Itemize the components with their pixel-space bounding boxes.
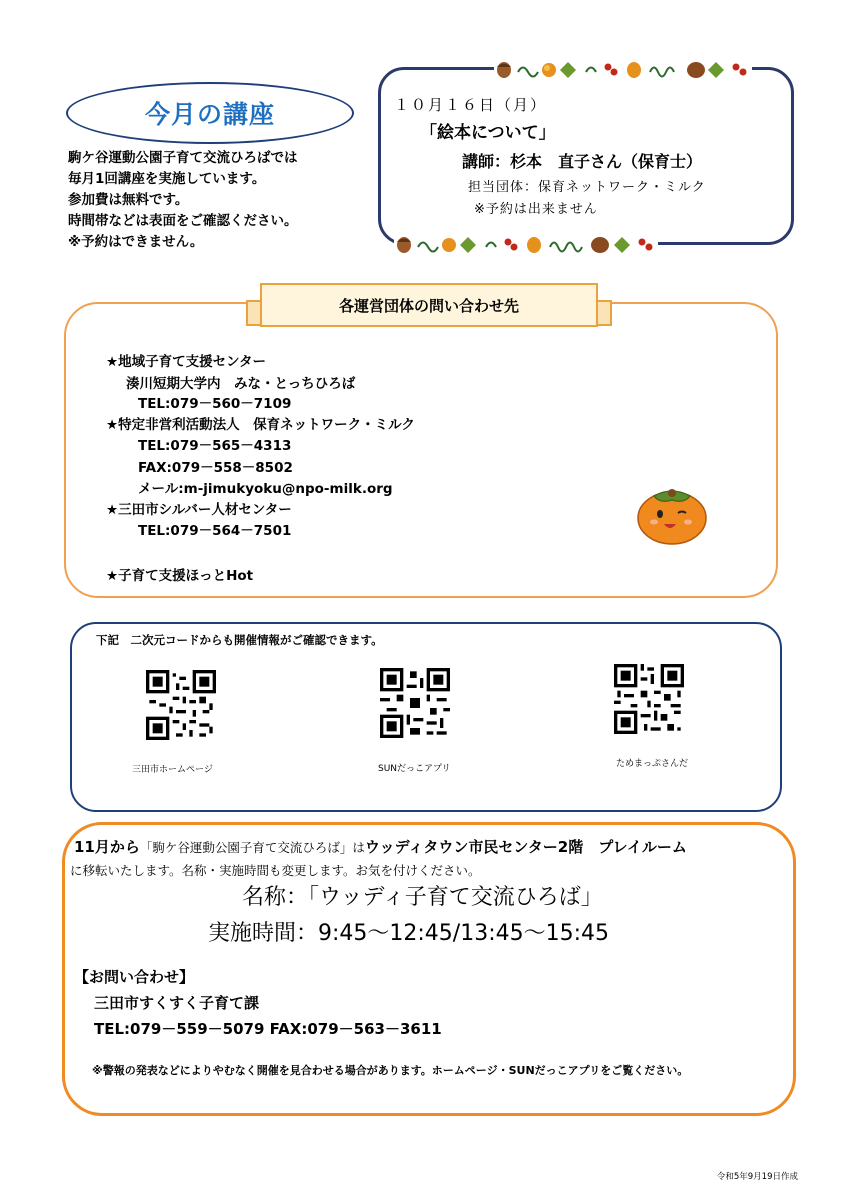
- notice-new-location: ウッディタウン市民センター2階 プレイルーム: [364, 838, 687, 856]
- contact-line: ★地域子育て支援センター: [106, 354, 267, 370]
- contact-line: TEL:079－564－7501: [138, 523, 292, 539]
- created-date: 令和5年9月19日作成: [716, 1172, 798, 1182]
- intro-line: ※予約はできません。: [68, 234, 204, 250]
- intro-line: 駒ケ谷運動公園子育て交流ひろばでは: [68, 150, 298, 166]
- contact-line: メール:m-jimukyoku@npo-milk.org: [138, 481, 393, 497]
- contact-line: TEL:079－565－4313: [138, 438, 292, 454]
- qr-heading: 下記 二次元コードからも開催情報がご確認できます。: [96, 633, 383, 647]
- intro-line: 時間帯などは表面をご確認ください。: [68, 213, 298, 229]
- lecture-date: １０月１６日（月）: [394, 96, 548, 114]
- lecture-intro: [68, 148, 378, 253]
- intro-line: 毎月1回講座を実施しています。: [68, 171, 266, 187]
- contacts-heading-ribbon: [260, 283, 598, 327]
- contact-line: FAX:079－558－8502: [138, 460, 293, 476]
- notice-line-2: に移転いたします。名称・実施時間も変更します。お気を付けください。: [70, 863, 481, 878]
- notice-new-hours: 実施時間：9:45～12:45/13:45～15:45: [208, 921, 610, 946]
- notice-month: 11月から: [74, 838, 140, 856]
- weather-warning-note: ※警報の発表などによりやむなく開催を見合わせる場合があります。ホームページ・SUNだっこアプリをご覧ください。: [92, 1064, 689, 1077]
- qr-caption: 三田市ホームページ: [132, 765, 213, 775]
- intro-line: 参加費は無料です。: [68, 192, 189, 208]
- lecture-header-oval: [66, 82, 354, 144]
- qr-code-icon[interactable]: [614, 664, 684, 734]
- qr-code-icon[interactable]: [380, 668, 450, 738]
- lecture-note: ※予約は出来ません: [474, 202, 598, 217]
- lecture-teacher: 講師：杉本 直子さん（保育士）: [462, 152, 703, 171]
- acorn-icon: [497, 62, 511, 78]
- qr-caption: SUNだっこアプリ: [378, 764, 451, 774]
- notice-line-1: [74, 836, 687, 857]
- autumn-decoration-bottom: [394, 233, 658, 255]
- inquiry-contact: TEL:079－559－5079 FAX:079－563－3611: [94, 1020, 442, 1038]
- autumn-decoration-top: [494, 58, 752, 80]
- contacts-heading: 各運営団体の問い合わせ先: [338, 296, 519, 315]
- contact-line: ★特定非営利活動法人 保育ネットワーク・ミルク: [106, 417, 415, 433]
- qr-code-icon[interactable]: [146, 670, 216, 740]
- lecture-title: 「絵本について」: [420, 123, 556, 143]
- inquiry-org: 三田市すくすく子育て課: [94, 994, 260, 1012]
- contact-line: ★三田市シルバー人材センター: [106, 502, 292, 518]
- contact-line: TEL:079－560－7109: [138, 396, 292, 412]
- qr-caption: ためまっぷさんだ: [616, 759, 689, 769]
- contact-line: ★子育て支援ほっとHot: [106, 568, 254, 584]
- notice-current-name: 「駒ケ谷運動公園子育て交流ひろば」は: [139, 840, 365, 855]
- notice-new-name: 名称：「ウッディ子育て交流ひろば」: [242, 885, 603, 910]
- lecture-header-title: 今月の講座: [144, 100, 275, 129]
- lecture-organizer: 担当団体：保育ネットワーク・ミルク: [468, 180, 706, 195]
- inquiry-label: 【お問い合わせ】: [74, 968, 195, 986]
- persimmon-character-icon: [632, 484, 712, 546]
- contact-line: 湊川短期大学内 みな・とっちひろば: [126, 376, 356, 392]
